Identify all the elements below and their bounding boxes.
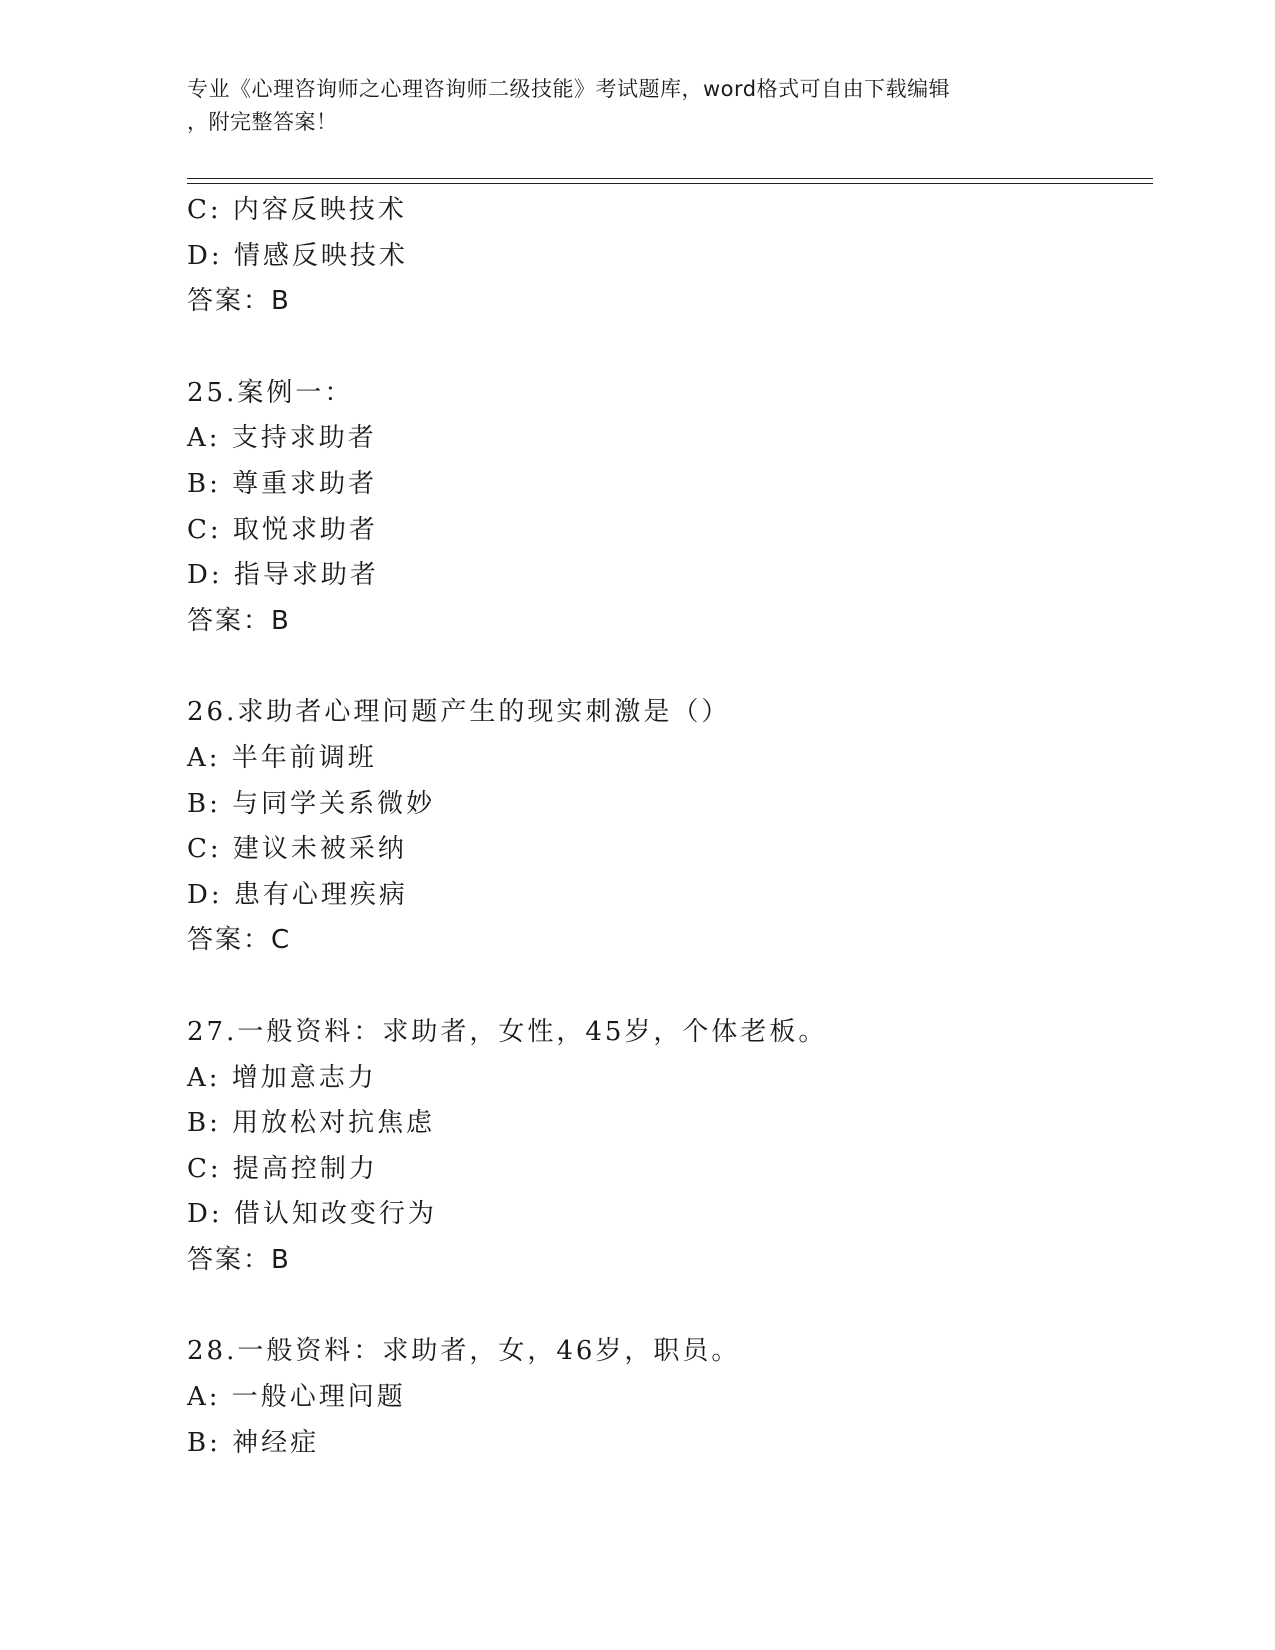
- spacer: [187, 325, 1147, 371]
- spacer: [187, 964, 1147, 1010]
- question-title: 28.一般资料：求助者，女，46岁，职员。: [187, 1336, 741, 1367]
- question-title: 26.求助者心理问题产生的现实刺激是（）: [187, 697, 731, 728]
- option-c: C: 内容反映技术: [187, 195, 407, 225]
- header-line-2: ，附完整答案！: [187, 110, 338, 134]
- answer-line: 答案：B: [187, 286, 291, 317]
- header-line-1: 专业《心理咨询师之心理咨询师二级技能》考试题库，word格式可自由下载编辑: [187, 77, 951, 101]
- spacer: [187, 1283, 1147, 1329]
- option-b: B: 尊重求助者: [187, 468, 378, 499]
- option-b: B: 用放松对抗焦虑: [187, 1108, 436, 1139]
- header-divider-bottom: [187, 183, 1153, 184]
- option-a: A: 半年前调班: [187, 742, 377, 773]
- answer-line: 答案：B: [187, 605, 291, 636]
- spacer: [187, 644, 1147, 690]
- header-divider-top: [187, 178, 1153, 179]
- option-c: C: 建议未被采纳: [187, 834, 407, 865]
- option-d: D: 情感反映技术: [187, 240, 408, 271]
- option-d: D: 借认知改变行为: [187, 1199, 437, 1230]
- option-b: B: 与同学关系微妙: [187, 788, 436, 819]
- document-header: [187, 73, 1087, 139]
- option-c: C: 取悦求助者: [187, 514, 378, 545]
- option-a: A: 一般心理问题: [187, 1382, 406, 1413]
- option-a: A: 增加意志力: [187, 1062, 377, 1093]
- answer-line: 答案：C: [187, 925, 292, 956]
- answer-line: 答案：B: [187, 1244, 291, 1275]
- option-d: D: 指导求助者: [187, 560, 379, 591]
- option-d: D: 患有心理疾病: [187, 879, 408, 910]
- option-a: A: 支持求助者: [187, 423, 377, 454]
- question-title: 25.案例一：: [187, 377, 354, 408]
- option-b: B: 神经症: [187, 1427, 320, 1458]
- question-list: [187, 188, 1147, 1466]
- option-c: C: 提高控制力: [187, 1153, 378, 1184]
- question-title: 27.一般资料：求助者，女性，45岁，个体老板。: [187, 1016, 828, 1047]
